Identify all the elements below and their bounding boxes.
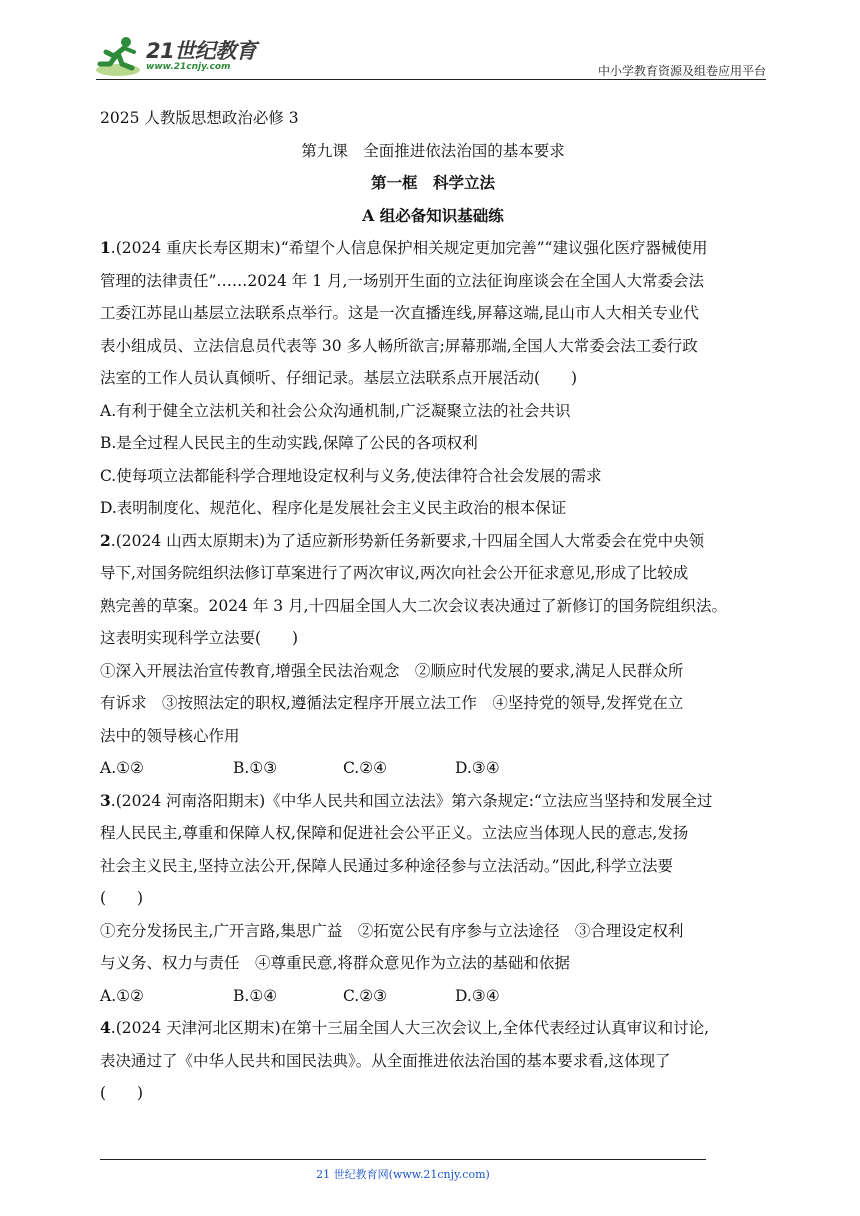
section-title: 第一框 科学立法 bbox=[370, 173, 495, 192]
options-row bbox=[100, 752, 766, 785]
question-line: 法室的工作人员认真倾听、仔细记录。基层立法联系点开展活动( ) bbox=[100, 369, 578, 387]
question-line: 熟完善的草案。2024 年 3 月,十四届全国人大二次会议表决通过了新修订的国务院组织法。 bbox=[100, 596, 728, 615]
question-text: .(2024 天津河北区期末)在第十三届全国人大三次会议上,全体代表经过认真审议和讨论, bbox=[110, 1019, 710, 1037]
group-title: A 组必备知识基础练 bbox=[362, 205, 504, 225]
option-b: B.①④ bbox=[233, 986, 278, 1005]
statement-line: 法中的领导核心作用 bbox=[100, 726, 240, 745]
question-line: ( ) bbox=[100, 889, 144, 907]
question-number: 3 bbox=[100, 790, 111, 810]
question-3 bbox=[100, 785, 766, 1013]
statement-line: ①充分发扬民主,广开言路,集思广益 ②拓宽公民有序参与立法途径 ③合理设定权利 bbox=[100, 921, 684, 940]
option-c: C.使每项立法都能科学合理地设定权利与义务,使法律符合社会发展的需求 bbox=[100, 466, 602, 485]
option-b: B.是全过程人民民主的生动实践,保障了公民的各项权利 bbox=[100, 434, 478, 452]
question-line: 导下,对国务院组织法修订草案进行了两次审议,两次向社会公开征求意见,形成了比较成 bbox=[100, 564, 689, 582]
question-text: .(2024 重庆长寿区期末)“希望个人信息保护相关规定更加完善”“建议强化医疗器械使用 bbox=[110, 239, 708, 257]
option-d: D.表明制度化、规范化、程序化是发展社会主义民主政治的根本保证 bbox=[100, 499, 567, 517]
question-line bbox=[100, 525, 766, 558]
logo-text: 21世纪教育 bbox=[146, 39, 257, 63]
question-text: .(2024 河南洛阳期末)《中华人民共和国立法法》第六条规定:“立法应当坚持和发展全过 bbox=[110, 791, 713, 810]
question-line: 这表明实现科学立法要( ) bbox=[100, 629, 299, 647]
question-text: .(2024 山西太原期末)为了适应新形势新任务新要求,十四届全国人大常委会在党中央领 bbox=[110, 531, 705, 550]
question-number: 4 bbox=[100, 1018, 111, 1037]
question-line bbox=[100, 785, 766, 818]
option-d: D.③④ bbox=[455, 986, 500, 1005]
header-divider bbox=[96, 79, 766, 80]
runner-logo-icon bbox=[96, 34, 144, 78]
footer-link[interactable]: 21 世纪教育网(www.21cnjy.com) bbox=[316, 1168, 490, 1181]
question-number: 2 bbox=[100, 530, 111, 550]
option-d: D.③④ bbox=[455, 759, 500, 777]
page-header bbox=[96, 34, 766, 80]
option-a: A.有利于健全立法机关和社会公众沟通机制,广泛凝聚立法的社会共识 bbox=[100, 401, 571, 420]
question-1 bbox=[100, 232, 766, 525]
question-line: 表决通过了《中华人民共和国民法典》。从全面推进依法治国的基本要求看,这体现了 bbox=[100, 1051, 671, 1070]
footer-divider bbox=[100, 1159, 706, 1160]
logo-url: www.21cnjy.com bbox=[146, 62, 231, 72]
question-2 bbox=[100, 525, 766, 785]
option-c: C.②④ bbox=[343, 759, 388, 777]
question-line bbox=[100, 1012, 766, 1045]
question-line: 管理的法律责任”……2024 年 1 月,一场别开生面的立法征询座谈会在全国人大常委会法 bbox=[100, 271, 704, 290]
question-line bbox=[100, 232, 766, 265]
subject-title: 2025 人教版思想政治必修 3 bbox=[100, 109, 299, 127]
option-b: B.①③ bbox=[233, 759, 278, 777]
option-a: A.①② bbox=[100, 759, 144, 777]
question-number: 1 bbox=[100, 238, 111, 257]
question-4 bbox=[100, 1012, 766, 1110]
site-logo[interactable] bbox=[96, 34, 266, 78]
statement-line: ①深入开展法治宣传教育,增强全民法治观念 ②顺应时代发展的要求,满足人民群众所 bbox=[100, 661, 684, 680]
question-line: 程人民民主,尊重和保障人权,保障和促进社会公平正义。立法应当体现人民的意志,发扬 bbox=[100, 824, 689, 842]
statement-line: 有诉求 ③按照法定的职权,遵循法定程序开展立法工作 ④坚持党的领导,发挥党在立 bbox=[100, 694, 684, 712]
lesson-title: 第九课 全面推进依法治国的基本要求 bbox=[301, 141, 565, 160]
document-body bbox=[100, 102, 766, 1110]
platform-title: 中小学教育资源及组卷应用平台 bbox=[597, 64, 766, 78]
option-c: C.②③ bbox=[343, 986, 388, 1005]
question-line: 工委江苏昆山基层立法联系点举行。这是一次直播连线,屏幕这端,昆山市人大相关专业代 bbox=[100, 304, 699, 322]
option-a: A.①② bbox=[100, 986, 144, 1005]
question-line: 表小组成员、立法信息员代表等 30 多人畅所欲言;屏幕那端,全国人大常委会法工委行政 bbox=[100, 336, 698, 355]
question-line: 社会主义民主,坚持立法公开,保障人民通过多种途径参与立法活动。”因此,科学立法要 bbox=[100, 856, 673, 875]
question-line: ( ) bbox=[100, 1084, 144, 1102]
statement-line: 与义务、权力与责任 ④尊重民意,将群众意见作为立法的基础和依据 bbox=[100, 954, 570, 972]
options-row bbox=[100, 980, 766, 1013]
